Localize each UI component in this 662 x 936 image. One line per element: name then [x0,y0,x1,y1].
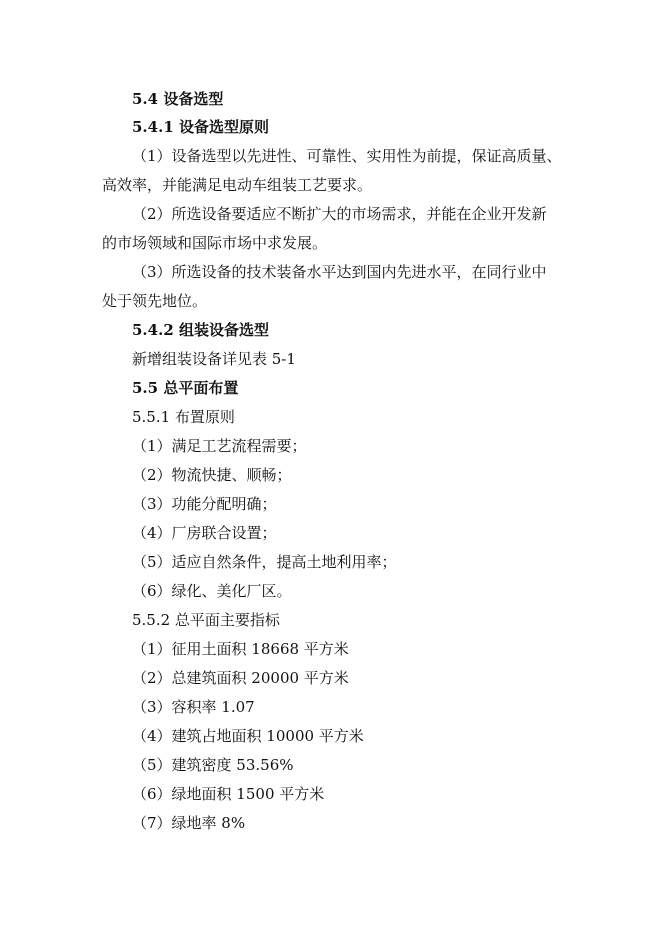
indicator-item: （7）绿地率 8% [132,814,246,832]
indicator-item: （6）绿地面积 1500 平方米 [132,785,325,803]
principle-item: （3）功能分配明确； [132,495,277,513]
paragraph-3-line-2: 处于领先地位。 [102,292,208,310]
section-5-5-heading: 5.5 总平面布置 [132,379,239,397]
indicator-item: （1）征用土面积 18668 平方米 [132,640,349,658]
paragraph-3-line-1: （3）所选设备的技术装备水平达到国内先进水平，在同行业中 [132,263,547,281]
paragraph-1-line-2: 高效率，并能满足电动车组装工艺要求。 [102,176,373,194]
indicator-item: （5）建筑密度 53.56% [132,756,294,774]
section-5-4-1-heading: 5.4.1 设备选型原则 [132,118,269,136]
section-5-5-2-heading: 5.5.2 总平面主要指标 [132,611,280,629]
section-5-5-1-heading: 5.5.1 布置原则 [132,408,235,426]
paragraph-2-line-2: 的市场领域和国际市场中求发展。 [102,234,328,252]
indicator-item: （3）容积率 1.07 [132,698,255,716]
principle-item: （6）绿化、美化厂区。 [132,582,292,600]
paragraph-2-line-1: （2）所选设备要适应不断扩大的市场需求，并能在企业开发新 [132,205,547,223]
section-5-4-2-heading: 5.4.2 组装设备选型 [132,321,269,339]
paragraph-1-line-1: （1）设备选型以先进性、可靠性、实用性为前提，保证高质量、 [132,147,562,165]
section-5-4-heading: 5.4 设备选型 [132,90,224,108]
indicator-item: （4）建筑占地面积 10000 平方米 [132,727,364,745]
indicator-item: （2）总建筑面积 20000 平方米 [132,669,349,687]
principle-item: （1）满足工艺流程需要； [132,437,307,455]
section-5-4-2-text: 新增组装设备详见表 5-1 [132,350,296,368]
principle-item: （2）物流快捷、顺畅； [132,466,292,484]
principle-item: （5）适应自然条件，提高土地利用率； [132,553,397,571]
principle-item: （4）厂房联合设置； [132,524,277,542]
